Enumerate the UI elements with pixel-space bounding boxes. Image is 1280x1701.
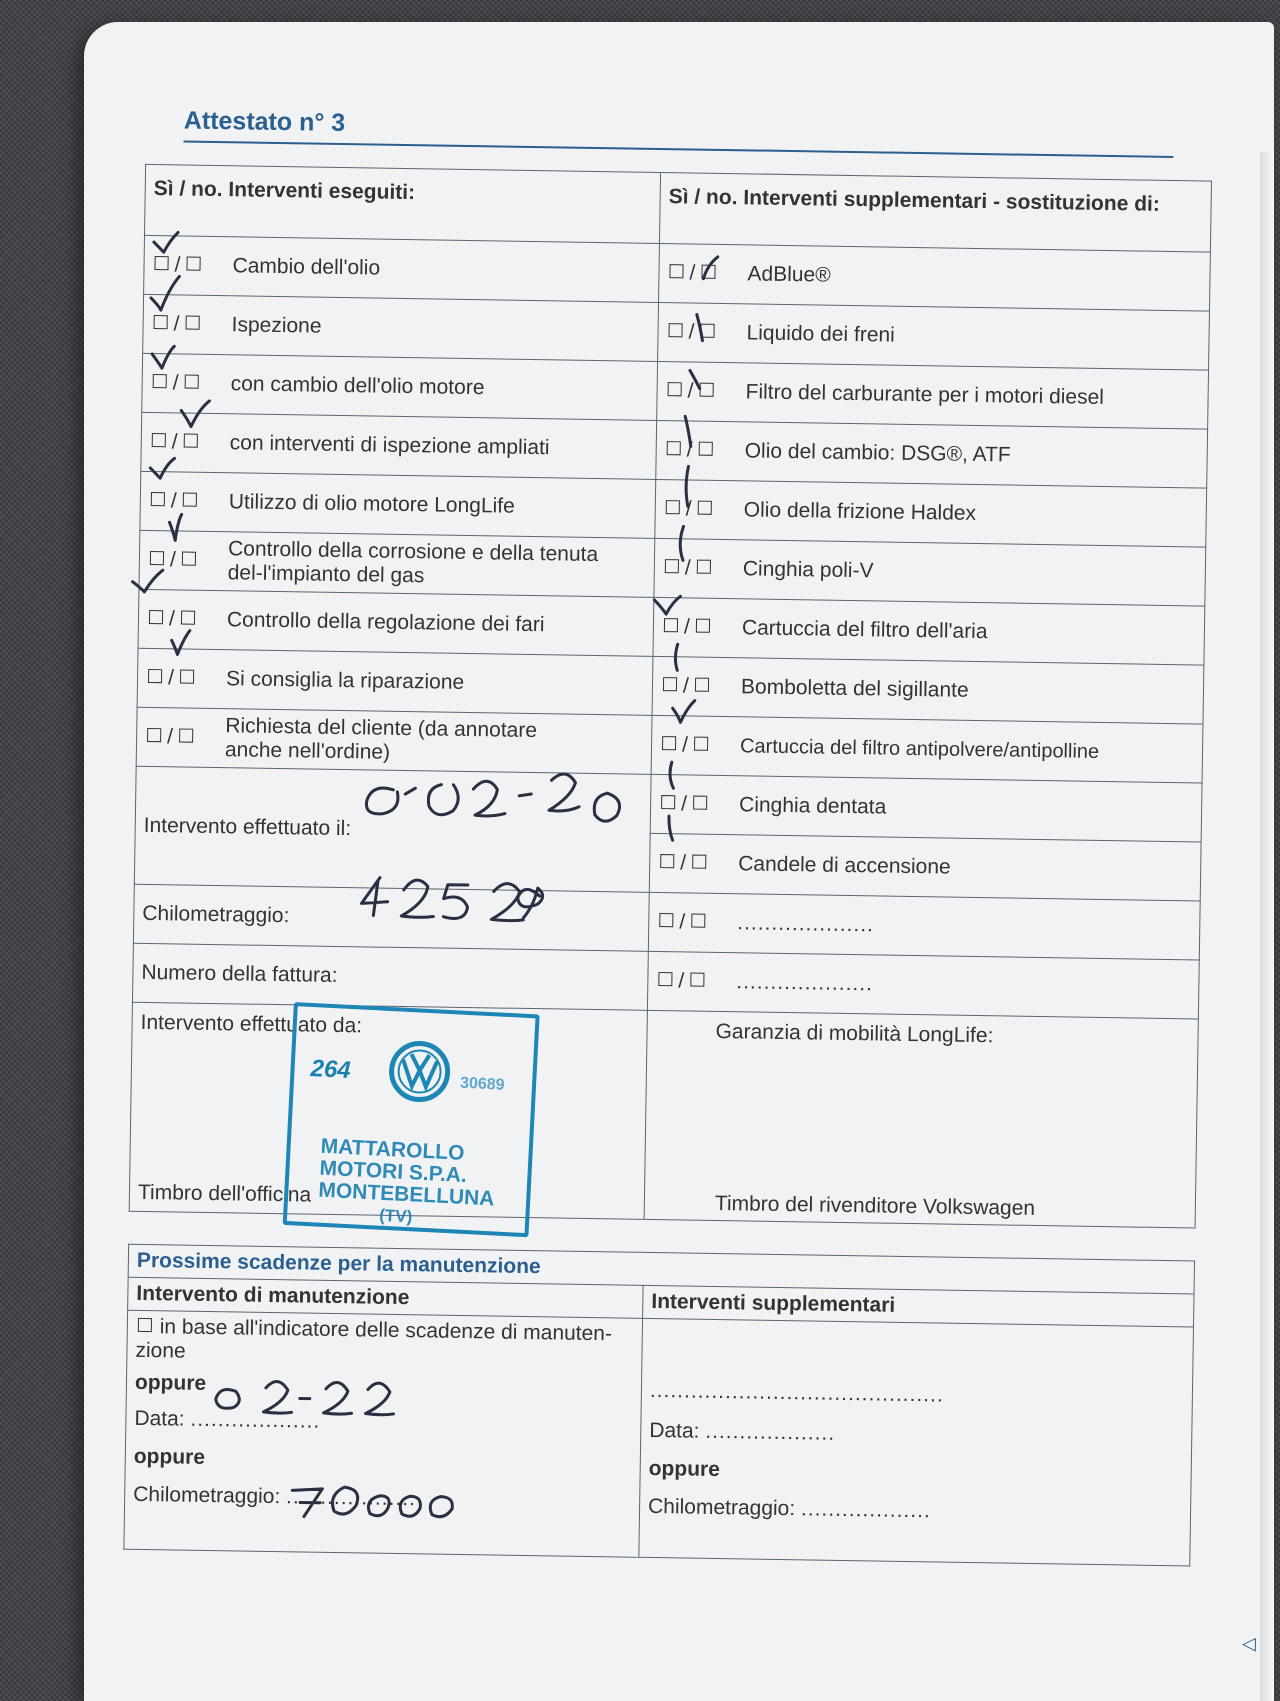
yes-checkbox[interactable] [147,728,161,742]
no-checkbox[interactable] [693,796,707,810]
right-row-label: Olio del cambio: DSG®, ATF [744,439,1011,467]
invoice-cell [132,943,648,1010]
yes-checkbox[interactable] [668,382,682,396]
no-checkbox[interactable] [695,678,709,692]
left-row: / Si consiglia la riparazione [137,648,653,715]
invoice-label: Numero della fattura: [141,960,338,987]
stamp-dealer-name [317,1136,497,1233]
right-row: / Cartuccia del filtro antipolvere/antipolline [651,715,1203,783]
yes-checkbox[interactable] [667,441,681,455]
no-checkbox[interactable] [697,560,711,574]
yes-checkbox[interactable] [668,323,682,337]
right-row: / .................... [648,892,1200,960]
left-row: / Controllo della corrosione e della tenuta del-l'impianto del gas [139,530,655,597]
right-row-label: Bomboletta del sigillante [740,675,969,703]
next-right-km-field [648,1495,1183,1541]
or-label: oppure [133,1444,206,1469]
next-km-field [133,1483,632,1529]
left-row-label: Ispezione [231,313,322,338]
right-row: / Olio della frizione Haldex [655,479,1207,547]
no-checkbox[interactable] [700,324,714,338]
right-row: / Filtro del carburante per i motori diesel [657,361,1209,429]
left-row: / Controllo della regolazione dei fari [138,589,654,656]
yes-checkbox[interactable] [154,315,168,329]
no-checkbox[interactable] [690,973,704,987]
no-checkbox[interactable] [181,611,195,625]
next-right-date-dots[interactable]: ................... [705,1419,836,1445]
no-checkbox[interactable] [692,855,706,869]
no-checkbox[interactable] [694,737,708,751]
header-right: Sì / no. Interventi supplementari - sostituzione di: [659,172,1211,252]
left-row: / Richiesta del cliente (da annotare anche nell'ordine) [136,707,652,774]
right-row-blank[interactable]: .................... [736,970,874,996]
right-row-label: Candele di accensione [738,852,951,879]
yes-checkbox[interactable] [153,374,167,388]
indicator-text: in base all'indicatore delle scadenze di manuten-zione [135,1315,613,1363]
yes-checkbox[interactable] [154,256,168,270]
yes-checkbox[interactable] [669,264,683,278]
left-row-label: Richiesta del cliente (da annotare anche nell'ordine) [224,714,538,764]
left-row: / con cambio dell'olio motore [142,353,658,420]
stamp-line: (TV) [378,1205,413,1227]
indicator-option [135,1315,634,1371]
no-checkbox[interactable] [185,316,199,330]
or-label: oppure [648,1456,721,1482]
next-service-title: Prossime scadenze per la manutenzione [128,1244,1194,1294]
page-edge [1260,152,1274,1701]
right-row-label: Cinghia dentata [738,793,887,819]
right-row-blank[interactable]: .................... [737,911,875,937]
right-row: / .................... [647,951,1199,1019]
right-row: / Candele di accensione [649,833,1201,901]
next-right-dots[interactable]: ........................................... [649,1378,944,1407]
right-row: / AdBlue® [659,243,1211,311]
performed-by-label: Intervento effettuato da: [140,1010,363,1038]
yes-checkbox[interactable] [658,972,672,986]
workshop-stamp [283,1002,540,1237]
left-row-label: Controllo della regolazione dei fari [226,608,545,637]
left-row-label: con cambio dell'olio motore [230,372,485,400]
date-cell [134,766,651,892]
stamp-line: MATTAROLLO [320,1134,465,1165]
or-label: oppure [134,1370,207,1395]
next-left-cell [124,1310,643,1557]
yes-checkbox[interactable] [662,736,676,750]
yes-checkbox[interactable] [149,610,163,624]
header-left: Sì / no. Interventi eseguiti: [145,164,661,243]
right-row-label: Olio della frizione Haldex [743,498,977,526]
no-checkbox[interactable] [691,914,705,928]
no-checkbox[interactable] [184,375,198,389]
next-date-label: Data: [134,1406,185,1431]
next-km-dots[interactable]: ................... [285,1485,417,1511]
stamp-line: MONTEBELLUNA [317,1178,495,1211]
next-km-label: Chilometraggio: [133,1482,281,1509]
next-col-left: Intervento di manutenzione [128,1277,643,1318]
yes-checkbox[interactable] [151,492,165,506]
no-checkbox[interactable] [698,442,712,456]
next-right-km-label: Chilometraggio: [647,1494,796,1521]
left-row: / Ispezione [143,294,659,361]
right-row: / Cartuccia del filtro dell'aria [653,597,1205,665]
left-row-label: Si consiglia la riparazione [225,667,465,695]
left-row: / con interventi di ispezione ampliati [141,412,657,479]
right-row: / Cinghia poli-V [654,538,1206,606]
left-row-label: Utilizzo di olio motore LongLife [228,490,515,518]
no-checkbox[interactable] [182,551,196,565]
right-row-label: Filtro del carburante per i motori diesel [745,380,1105,410]
workshop-stamp-label: Timbro dell'officina [137,1180,312,1207]
left-row-label: Controllo della corrosione e della tenuta del-l'impianto del gas [227,537,599,588]
yes-checkbox[interactable] [664,618,678,632]
title-rule [183,140,1173,158]
right-row: / Cinghia dentata [650,774,1202,842]
no-checkbox[interactable] [184,434,198,448]
next-date-dots[interactable]: ................... [190,1407,321,1433]
next-right-cell [639,1318,1194,1566]
stamp-code: 30689 [459,1074,505,1094]
no-checkbox[interactable] [701,265,715,279]
right-row-label: Liquido dei freni [746,321,895,347]
page-marker-icon: ◁ [1241,1633,1257,1654]
next-right-km-dots[interactable]: ................... [800,1497,932,1523]
yes-checkbox[interactable] [152,433,166,447]
mobility-label: Garanzia di mobilità LongLife: [715,1019,994,1048]
date-label: Intervento effettuato il: [143,813,352,840]
right-row: / Olio del cambio: DSG®, ATF [656,420,1208,488]
right-row-label: AdBlue® [747,262,831,287]
indicator-checkbox[interactable] [138,1318,152,1332]
yes-checkbox[interactable] [661,795,675,809]
yes-checkbox[interactable] [659,913,673,927]
document-page [84,22,1274,1701]
stamp-line: MOTORI S.P.A. [319,1156,468,1188]
no-checkbox[interactable] [696,619,710,633]
yes-checkbox[interactable] [666,500,680,514]
yes-checkbox[interactable] [150,551,164,565]
no-checkbox[interactable] [179,728,193,742]
no-checkbox[interactable] [180,670,194,684]
left-row: / Utilizzo di olio motore LongLife [140,471,656,538]
page-title: Attestato n° 3 [183,106,346,138]
km-cell [133,884,649,951]
stamp-number: 264 [309,1055,352,1085]
left-row: / Cambio dell'olio [144,235,660,302]
no-checkbox[interactable] [699,383,713,397]
right-row: / Bomboletta del sigillante [652,656,1204,724]
yes-checkbox[interactable] [663,677,677,691]
page-content [110,74,1257,1681]
right-row-label: Cartuccia del filtro antipolvere/antipolline [739,735,1100,764]
km-label: Chilometraggio: [142,901,290,928]
right-row-label: Cartuccia del filtro dell'aria [741,616,988,644]
yes-checkbox[interactable] [660,854,674,868]
next-service-table [123,1244,1195,1567]
no-checkbox[interactable] [183,493,197,507]
vw-logo-icon [387,1039,452,1104]
right-row-label: Cinghia poli-V [742,557,874,583]
right-row: / Liquido dei freni [658,302,1210,370]
next-col-right: Interventi supplementari [643,1285,1194,1327]
left-row-label: Cambio dell'olio [232,254,381,280]
mobility-cell [644,1010,1198,1228]
left-row-label: con interventi di ispezione ampliati [229,431,550,460]
no-checkbox[interactable] [698,501,712,515]
no-checkbox[interactable] [186,257,200,271]
dealer-stamp-label: Timbro del rivenditore Volkswagen [714,1191,1036,1220]
next-right-date-label: Data: [649,1418,700,1443]
yes-checkbox[interactable] [148,669,162,683]
yes-checkbox[interactable] [665,559,679,573]
